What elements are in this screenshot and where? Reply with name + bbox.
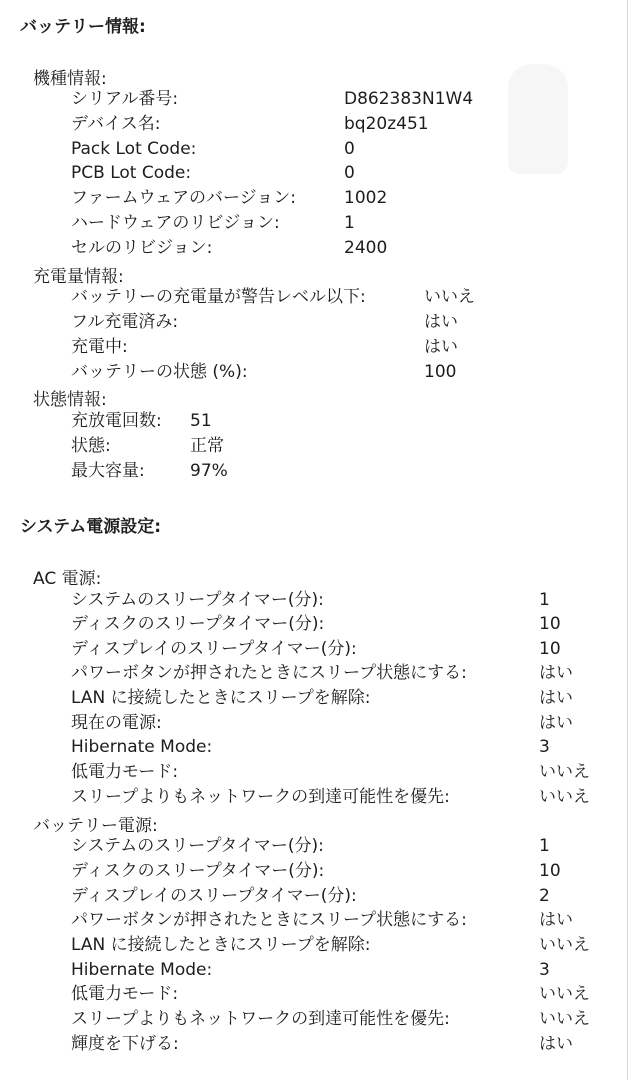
row-value: いいえ [539, 787, 590, 807]
row-label: PCB Lot Code: [71, 163, 192, 183]
row-label: システムのスリープタイマー(分): [71, 590, 324, 610]
row-label: ディスプレイのスリープタイマー(分): [71, 886, 357, 906]
row-label: ディスクのスリープタイマー(分): [71, 614, 325, 634]
row-label: バッテリーの状態 (%): [71, 362, 248, 382]
row-value: いいえ [424, 287, 475, 307]
row-value: いいえ [539, 762, 590, 782]
row-value: 1 [344, 213, 355, 233]
row-value: 1 [539, 590, 550, 610]
row-label: シリアル番号: [71, 89, 179, 109]
row-label: スリープよりもネットワークの到達可能性を優先: [71, 1009, 450, 1029]
battery-power-heading: バッテリー電源: [33, 816, 158, 836]
condition-value: 正常 [190, 436, 224, 456]
row-value: 10 [539, 614, 561, 634]
row-label: Hibernate Mode: [71, 737, 213, 757]
row-label: 現在の電源: [71, 713, 162, 733]
row-label: ディスクのスリープタイマー(分): [71, 861, 325, 881]
row-label: パワーボタンが押されたときにスリープ状態にする: [71, 663, 467, 683]
row-label: 充電中: [71, 337, 128, 357]
row-value: 10 [539, 861, 561, 881]
row-value: 3 [539, 960, 550, 980]
row-value: 0 [344, 139, 355, 159]
row-value: 0 [344, 163, 355, 183]
row-value: 2 [539, 886, 550, 906]
battery-info-heading: バッテリー情報: [20, 17, 146, 37]
row-value: はい [424, 337, 458, 357]
row-label: 充放電回数: [71, 411, 162, 431]
row-label: 低電力モード: [71, 984, 179, 1004]
row-label: 状態: [71, 436, 111, 456]
row-label: 輝度を下げる: [71, 1034, 179, 1054]
row-label: LAN に接続したときにスリープを解除: [71, 688, 371, 708]
row-label: バッテリーの充電量が警告レベル以下: [71, 287, 366, 307]
row-value: いいえ [539, 1009, 590, 1029]
row-label: Pack Lot Code: [71, 139, 197, 159]
row-value: はい [539, 713, 573, 733]
row-value: はい [539, 910, 573, 930]
health-info-heading: 状態情報: [33, 390, 107, 410]
row-label: ファームウェアのバージョン: [71, 188, 297, 208]
row-label: フル充電済み: [71, 312, 179, 332]
row-label: スリープよりもネットワークの到達可能性を優先: [71, 787, 450, 807]
serial-number-value: D862383N1W4 [344, 89, 474, 109]
power-settings-heading: システム電源設定: [20, 517, 162, 537]
row-value: はい [424, 312, 458, 332]
redaction-smudge [508, 64, 568, 174]
row-value: 10 [539, 639, 561, 659]
row-label: パワーボタンが押されたときにスリープ状態にする: [71, 910, 467, 930]
ac-power-heading: AC 電源: [33, 569, 102, 589]
row-value: はい [539, 663, 573, 683]
row-value: 2400 [344, 238, 388, 258]
row-value: 3 [539, 737, 550, 757]
row-value: 1 [539, 836, 550, 856]
row-label: システムのスリープタイマー(分): [71, 836, 324, 856]
row-label: LAN に接続したときにスリープを解除: [71, 935, 371, 955]
row-value: はい [539, 688, 573, 708]
row-value: 1002 [344, 188, 388, 208]
row-label: セルのリビジョン: [71, 238, 213, 258]
row-label: デバイス名: [71, 114, 161, 134]
row-label: 最大容量: [71, 461, 145, 481]
row-value: いいえ [539, 935, 590, 955]
charge-info-heading: 充電量情報: [33, 267, 124, 287]
row-label: 低電力モード: [71, 762, 179, 782]
row-value: bq20z451 [344, 114, 429, 134]
row-value: 100 [424, 362, 457, 382]
row-label: ディスプレイのスリープタイマー(分): [71, 639, 357, 659]
row-value: いいえ [539, 984, 590, 1004]
max-capacity-value: 97% [190, 461, 228, 481]
row-label: Hibernate Mode: [71, 960, 213, 980]
cycle-count-value: 51 [190, 411, 212, 431]
row-value: はい [539, 1034, 573, 1054]
model-info-heading: 機種情報: [33, 69, 107, 89]
row-label: ハードウェアのリビジョン: [71, 213, 280, 233]
